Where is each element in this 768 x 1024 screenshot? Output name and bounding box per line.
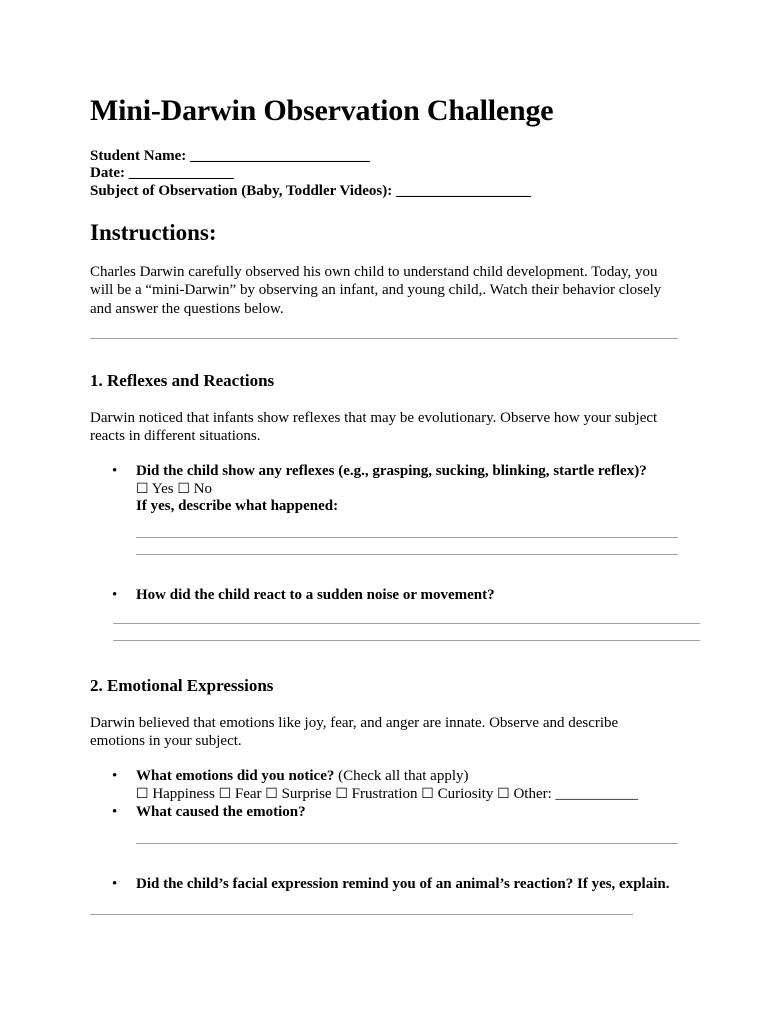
list-item: [112, 876, 670, 894]
answer-line[interactable]: [136, 537, 678, 538]
instructions-line-2: will be a “mini-Darwin” by observing an infant, and young child,. Watch their behavior closely: [90, 282, 662, 298]
list-item: [112, 768, 639, 803]
bullet-icon: •: [112, 804, 118, 820]
section-1-intro-line-1: Darwin noticed that infants show reflexes that may be evolutionary. Observe how your subject: [90, 410, 658, 426]
section-2-heading: 2. Emotional Expressions: [90, 676, 274, 695]
section-2-intro-line-2: emotions in your subject.: [90, 733, 242, 749]
happiness-checkbox-icon[interactable]: ☐: [136, 785, 149, 802]
other-checkbox-icon[interactable]: ☐: [497, 785, 510, 802]
option-label: Happiness: [152, 785, 215, 802]
sudden-noise-question: How did the child react to a sudden noise or movement?: [136, 587, 495, 603]
option-label: Curiosity: [437, 785, 494, 802]
reflexes-question: Did the child show any reflexes (e.g., grasping, sucking, blinking, startle reflex)?: [136, 463, 647, 479]
fear-checkbox-icon[interactable]: ☐: [218, 785, 232, 802]
instructions-heading: Instructions:: [90, 220, 217, 245]
yes-checkbox-icon[interactable]: ☐: [136, 480, 149, 497]
subject-field[interactable]: Subject of Observation (Baby, Toddler Videos): __________________: [90, 183, 532, 199]
option-label: Surprise: [281, 785, 332, 802]
section-divider: [90, 338, 678, 339]
bullet-icon: •: [112, 587, 118, 603]
yes-no-choices: [136, 481, 647, 499]
no-label: No: [193, 480, 212, 497]
option-label: Frustration: [351, 785, 418, 802]
student-name-field[interactable]: Student Name: ________________________: [90, 148, 370, 164]
bullet-icon: •: [112, 768, 118, 784]
emotion-cause-question: What caused the emotion?: [136, 804, 306, 820]
surprise-checkbox-icon[interactable]: ☐: [265, 785, 278, 802]
answer-line[interactable]: [136, 843, 678, 844]
frustration-checkbox-icon[interactable]: ☐: [335, 785, 348, 802]
answer-line[interactable]: [113, 623, 700, 624]
emotion-options: [136, 786, 638, 804]
section-1-heading: 1. Reflexes and Reactions: [90, 371, 275, 390]
curiosity-checkbox-icon[interactable]: ☐: [421, 785, 434, 802]
yes-label: Yes: [151, 480, 174, 497]
emotions-question: What emotions did you notice?: [136, 768, 335, 784]
emotions-question-note: (Check all that apply): [338, 768, 469, 784]
animal-reaction-question: Did the child’s facial expression remind you of an animal’s reaction? If yes, explain.: [136, 876, 670, 892]
answer-line[interactable]: [90, 914, 633, 915]
option-label: Fear: [234, 785, 262, 802]
section-1-intro-line-2: reacts in different situations.: [90, 428, 261, 444]
no-checkbox-icon[interactable]: ☐: [177, 480, 190, 497]
page-title: Mini-Darwin Observation Challenge: [90, 94, 554, 127]
list-item: [112, 587, 495, 605]
bullet-icon: •: [112, 463, 118, 479]
bullet-icon: •: [112, 876, 118, 892]
date-field[interactable]: Date: ______________: [90, 165, 234, 181]
option-label: Other: ___________: [513, 785, 639, 802]
answer-line[interactable]: [113, 640, 700, 641]
instructions-line-3: and answer the questions below.: [90, 301, 284, 317]
reflexes-followup-prompt: If yes, describe what happened:: [136, 498, 339, 514]
list-item: [112, 804, 306, 822]
list-item: [112, 463, 647, 516]
instructions-line-1: Charles Darwin carefully observed his own child to understand child development. Today, you: [90, 264, 658, 280]
section-2-intro-line-1: Darwin believed that emotions like joy, fear, and anger are innate. Observe and describe: [90, 715, 619, 731]
answer-line[interactable]: [136, 554, 678, 555]
